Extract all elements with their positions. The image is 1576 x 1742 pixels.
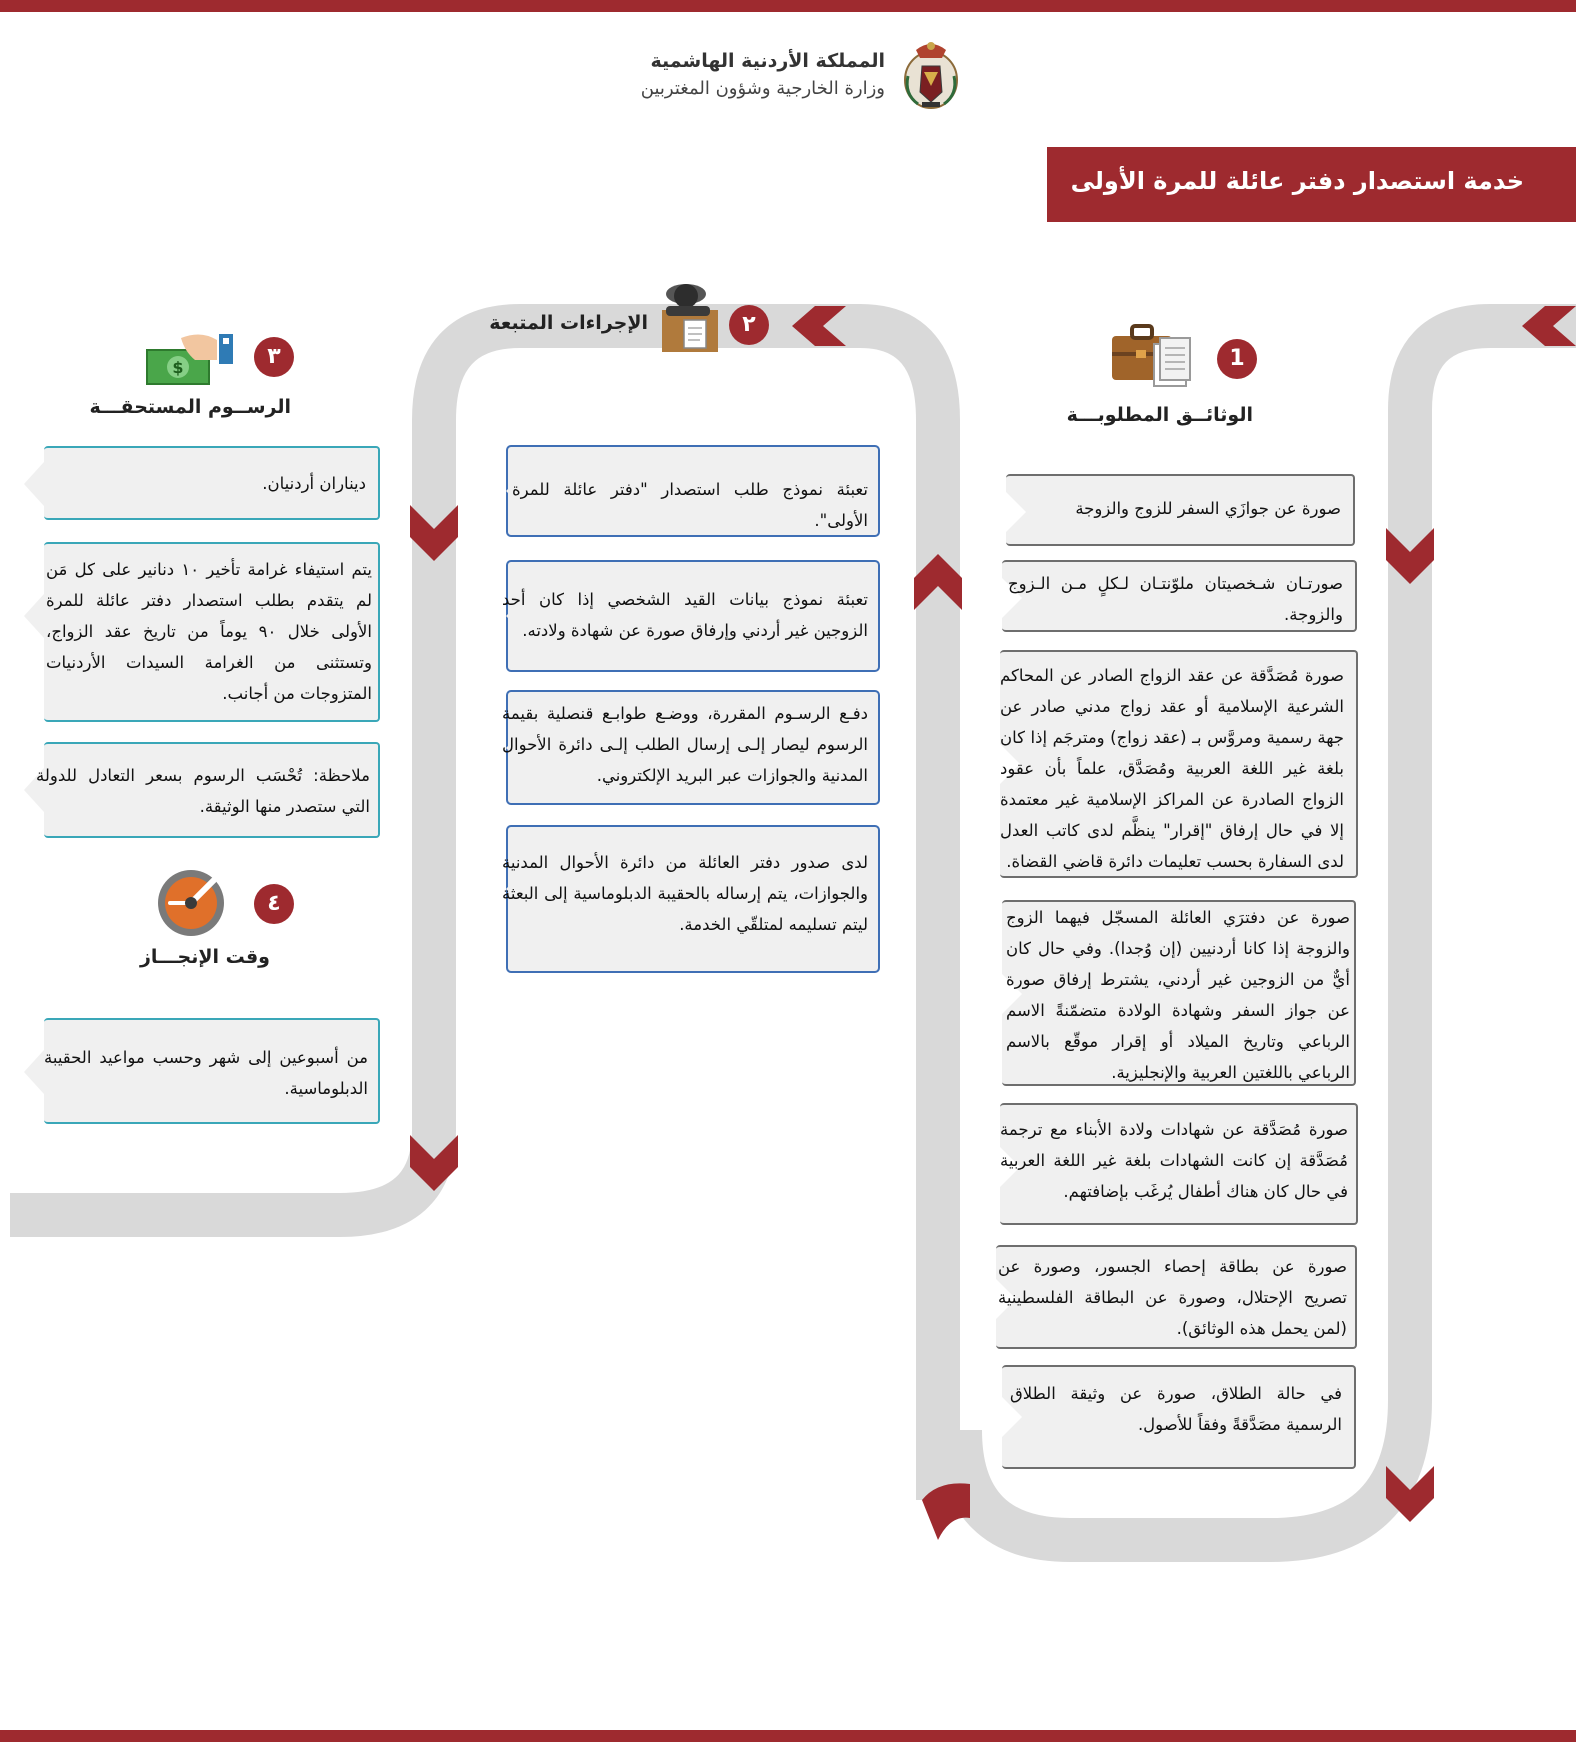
cash-payment-icon xyxy=(145,330,237,388)
fee-item: يتم استيفاء غرامة تأخير ١٠ دنانير على كل مَن لم يتقدم بطلب استصدار دفتر عائلة للمرة الأولى خلال ٩٠ يوماً من تاريخ عقد الزواج، وتستثنى من الغرامة السيدات الأردنيات المتزوجات من أجانب. xyxy=(44,542,380,722)
procedure-item: تعبئة نموذج طلب استصدار "دفتر عائلة للمرة الأولى". xyxy=(506,445,880,537)
section-documents-title: الوثائــق المطلوبـــة xyxy=(1066,404,1253,426)
svg-text:$: $ xyxy=(172,358,184,377)
section-3-number: ٣ xyxy=(254,337,294,377)
document-item: في حالة الطلاق، صورة عن وثيقة الطلاق الرسمية مصَدَّقةً وفقاً للأصول. xyxy=(1002,1365,1356,1469)
procedure-item: تعبئة نموذج بيانات القيد الشخصي إذا كان أحد الزوجين غير أردني وإرفاق صورة عن شهادة ولادته. xyxy=(506,560,880,672)
section-duration-title: وقت الإنجـــاز xyxy=(139,946,270,968)
kingdom-name: المملكة الأردنية الهاشمية xyxy=(650,50,885,72)
document-item: صورة عن جوازَي السفر للزوج والزوجة xyxy=(1006,474,1355,546)
section-procedures-title: الإجراءات المتبعة xyxy=(489,312,648,334)
section-fees-title: الرســوم المستحقـــة xyxy=(89,396,291,418)
procedure-item: لدى صدور دفتر العائلة من دائرة الأحوال المدنية والجوازات، يتم إرساله بالحقيبة الدبلوماسية إلى البعثة ليتم تسليمه لمتلقّي الخدمة. xyxy=(506,825,880,973)
fee-item: ملاحظة: تُحْسَب الرسوم بسعر التعادل للدولة التي ستصدر منها الوثيقة. xyxy=(44,742,380,838)
section-4-number: ٤ xyxy=(254,884,294,924)
document-item: صورة عن دفترَي العائلة المسجّل فيهما الزوج والزوجة إذا كانا أردنيين (إن وُجدا). وفي حال كان أيٌّ من الزوجين غير أردني، يشترط إرفاق صورة عن جواز السفر وشهادة الولادة متضمّنةً الاسم الرباعي وتاريخ الميلاد أو إقرار موقّع بالاسم الرباعي باللغتين العربية والإنجليزية. xyxy=(1002,900,1356,1086)
document-item: صورة عن بطاقة إحصاء الجسور، وصورة عن تصريح الإحتلال، وصورة عن البطاقة الفلسطينية (لمن يحمل هذه الوثائق). xyxy=(996,1245,1357,1349)
briefcase-documents-icon xyxy=(1110,322,1192,390)
document-item: صورة مُصَدَّقة عن شهادات ولادة الأبناء مع ترجمة مُصَدَّقة إن كانت الشهادات بلغة غير اللغة العربية في حال كان هناك أطفال يُرغَب بإضافتهم. xyxy=(1000,1103,1358,1225)
clock-icon xyxy=(156,868,226,938)
procedure-item: دفـع الرسـوم المقررة، ووضـع طوابـع قنصلية بقيمة الرسوم ليصار إلـى إرسال الطلب إلـى دائرة الأحوال المدنية والجوازات عبر البريد الإلكتروني. xyxy=(506,690,880,805)
section-1-number: 1 xyxy=(1217,339,1257,379)
ministry-name: وزارة الخارجية وشؤون المغتربين xyxy=(640,78,885,99)
document-item: صورة مُصَدَّقة عن عقد الزواج الصادر عن المحاكم الشرعية الإسلامية أو عقد زواج مدني صادر عن جهة رسمية ومروَّس بـ (عقد زواج) ومترجَم إذا كان بلغة غير اللغة العربية ومُصَدَّق، علماً بأن عقود الزواج الصادرة عن المراكز الإسلامية غير معتمدة إلا في حال إرفاق "إقرار" ينظَّم لدى كاتب العدل لدى السفارة بحسب تعليمات دائرة قاضي القضاة. xyxy=(1000,650,1358,878)
bottom-accent-bar xyxy=(0,1730,1576,1742)
page-title: خدمة استصدار دفتر عائلة للمرة الأولى xyxy=(1070,167,1524,195)
document-item: صورتـان شـخصيتان ملوّنتـان لـكلٍ مـن الـزوج والزوجة. xyxy=(1002,560,1357,632)
section-2-number: ٢ xyxy=(729,305,769,345)
duration-item: من أسبوعين إلى شهر وحسب مواعيد الحقيبة الدبلوماسية. xyxy=(44,1018,380,1124)
fee-item: ديناران أردنيان. xyxy=(44,446,380,520)
clerk-desk-icon xyxy=(660,280,720,352)
